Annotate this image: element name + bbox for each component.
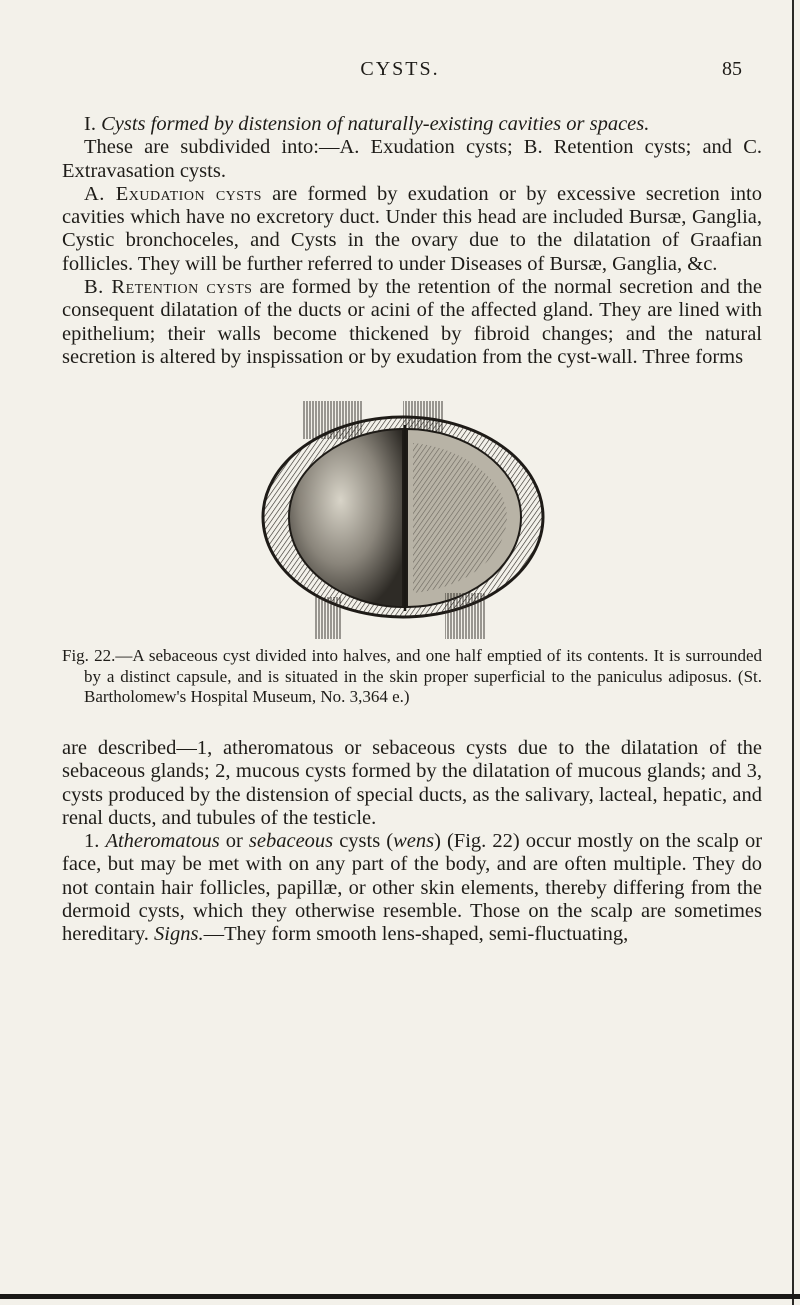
exudation-heading: A. Exudation cysts — [84, 182, 262, 205]
page-edge-bottom — [0, 1294, 800, 1299]
signs-body: —They form smooth lens-shaped, semi-fluctuating, — [203, 923, 629, 946]
figure-caption — [62, 646, 762, 708]
running-title: CYSTS. — [360, 58, 440, 80]
sebaceous-cyst-illustration — [255, 397, 555, 642]
page-number: 85 — [722, 58, 742, 80]
atheromatous-number: 1. — [84, 830, 106, 853]
atheromatous-body: ) (Fig. 22) occur mostly on the scalp or face, but may be met with on any part of the body, and are often multiple. They do not contain hair follicles, papillæ, or other skin elements, thereby differing from the dermoid cysts, which they otherwise resemble. Those on the scalp are sometimes hereditary. — [62, 830, 763, 946]
section-title-number: I. — [84, 113, 96, 135]
atheromatous-term: Atheromatous — [105, 830, 220, 853]
intro-paragraph: These are subdivided into:—A. Exudation cysts; B. Retention cysts; and C. Extravasation cysts. — [62, 136, 762, 182]
exudation-paragraph — [62, 183, 762, 276]
exudation-body: are formed by exudation or by excessive secretion into cavities which have no excretory duct. Under this head are included Bursæ, Ganglia, Cystic bronchoceles, and Cysts in the ovary due to the dilatation of Graafian follicles. They will be further referred to under Diseases of Bursæ, Ganglia, &c. — [62, 182, 762, 275]
page-header — [0, 58, 800, 88]
retention-body: are formed by the retention of the normal secretion and the consequent dilatation of the ducts or acini of the affected gland. They are lined with epithelium; their walls become thickened by fibroid changes; and the natural secretion is altered by inspissation or by exudation from the cyst-wall. Three forms — [62, 276, 763, 368]
retention-heading: B. Retention cysts — [84, 276, 253, 299]
figure-caption-text: Fig. 22.—A sebaceous cyst divided into halves, and one half emptied of its contents. It is surrounded by a distinct capsule, and is situated in the skin proper superficial to the paniculus adiposus. (St. Bartholomew's Hospital Museum, No. 3,364 e.) — [62, 646, 762, 706]
signs-term: Signs. — [154, 923, 204, 946]
section-top-text — [62, 113, 762, 369]
sebaceous-cyst-figure — [255, 397, 555, 642]
sebaceous-term: sebaceous — [248, 830, 334, 853]
atheromatous-paragraph — [62, 830, 762, 946]
continued-paragraph: are described—1, atheromatous or sebaceous cysts due to the dilatation of the sebaceous glands; 2, mucous cysts formed by the dilatation of mucous glands; and 3, cysts produced by the distension of special ducts, as the salivary, lacteal, hepatic, and renal ducts, and tubules of the testicle. — [62, 737, 762, 829]
section-bottom-text — [62, 737, 762, 947]
atheromatous-cysts: cysts ( — [333, 830, 394, 853]
section-title-text: Cysts formed by distension of naturally-existing cavities or spaces. — [101, 113, 650, 135]
wens-term: wens — [393, 830, 435, 853]
section-title — [62, 113, 762, 136]
page-edge-right — [792, 0, 794, 1305]
atheromatous-or: or — [219, 830, 249, 853]
retention-paragraph — [62, 276, 762, 369]
